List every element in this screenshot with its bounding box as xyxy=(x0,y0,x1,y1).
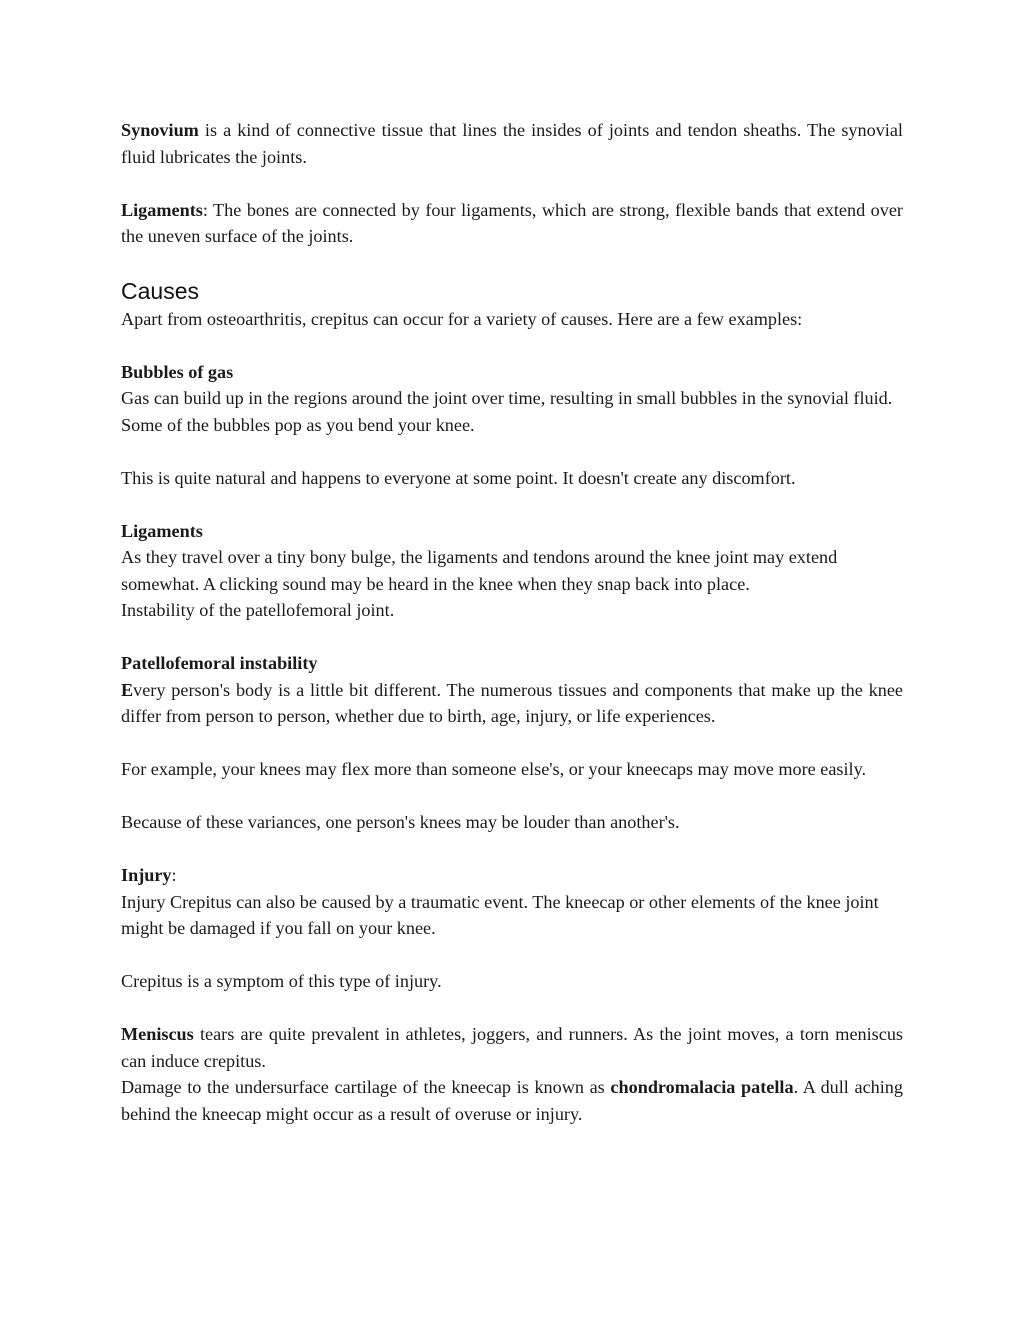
ligaments-heading xyxy=(121,518,903,545)
synovium-term: Synovium xyxy=(121,120,199,140)
injury-paragraph-2: Crepitus is a symptom of this type of injury. xyxy=(121,971,442,991)
bubbles-heading-text: Bubbles of gas xyxy=(121,361,234,382)
chondromalacia-after: . A dull aching behind the kneecap might occur as a result of overuse or injury. xyxy=(121,1077,903,1124)
document-page xyxy=(121,117,903,1127)
ligaments-heading-text: Ligaments xyxy=(121,520,203,541)
ligaments-paragraph-2: Instability of the patellofemoral joint. xyxy=(121,600,395,620)
injury-paragraph-1: Injury Crepitus can also be caused by a traumatic event. The kneecap or other elements of the knee joint might be damaged if you fall on your knee. xyxy=(121,891,879,938)
patellofemoral-paragraph-1 xyxy=(121,677,903,730)
patellofemoral-heading-text: Patellofemoral instability xyxy=(121,653,318,673)
ligaments-definition-term: Ligaments xyxy=(121,199,203,220)
injury-heading-text: Injury xyxy=(121,865,172,885)
ligaments-paragraph-1: As they travel over a tiny bony bulge, the ligaments and tendons around the knee joint may extend somewhat. A clicking sound may be heard in the knee when they snap back into place. xyxy=(121,547,838,594)
causes-heading: Causes xyxy=(121,277,199,304)
meniscus-term: Meniscus xyxy=(121,1024,194,1044)
meniscus-paragraph xyxy=(121,1021,903,1074)
patellofemoral-paragraph-1-text: very person's body is a little bit different. The numerous tissues and components that make up the knee differ from person to person, whether due to birth, age, injury, or life experiences. xyxy=(121,679,903,726)
meniscus-text: tears are quite prevalent in athletes, joggers, and runners. As the joint moves, a torn meniscus can induce crepitus. xyxy=(121,1024,903,1071)
bubbles-paragraph-2: This is quite natural and happens to everyone at some point. It doesn't create any discomfort. xyxy=(121,467,796,488)
causes-intro: Apart from osteoarthritis, crepitus can occur for a variety of causes. Here are a few examples: xyxy=(121,308,803,329)
chondromalacia-before: Damage to the undersurface cartilage of the kneecap is known as xyxy=(121,1077,611,1097)
patellofemoral-heading xyxy=(121,650,903,677)
synovium-paragraph xyxy=(121,117,903,170)
synovium-text: is a kind of connective tissue that lines the insides of joints and tendon sheaths. The synovial fluid lubricates the joints. xyxy=(121,120,903,167)
ligaments-definition-paragraph xyxy=(121,197,903,250)
bubbles-paragraph-1: Gas can build up in the regions around the joint over time, resulting in small bubbles in the synovial fluid. Some of the bubbles pop as you bend your knee. xyxy=(121,388,893,435)
patellofemoral-paragraph-2: For example, your knees may flex more than someone else's, or your kneecaps may move more easily. xyxy=(121,759,867,779)
chondromalacia-term: chondromalacia patella xyxy=(610,1077,794,1097)
patellofemoral-initial: E xyxy=(121,679,134,700)
injury-heading-colon: : xyxy=(171,865,177,885)
ligaments-definition-text: : The bones are connected by four ligaments, which are strong, flexible bands that extend over the uneven surface of the joints. xyxy=(121,199,903,246)
bubbles-heading xyxy=(121,359,903,386)
chondromalacia-paragraph xyxy=(121,1074,903,1127)
patellofemoral-paragraph-3: Because of these variances, one person's knees may be louder than another's. xyxy=(121,812,680,832)
injury-heading xyxy=(121,862,903,889)
